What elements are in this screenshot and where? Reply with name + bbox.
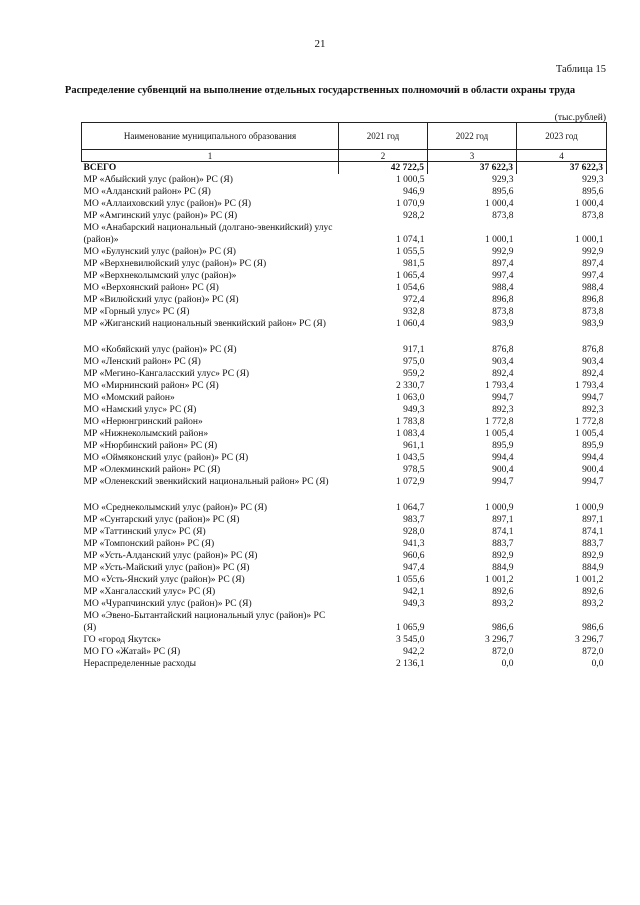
value-2021: 3 545,0 — [396, 635, 425, 645]
table-row — [82, 634, 607, 646]
value-2021: 1 000,5 — [396, 175, 425, 185]
value-2022: 876,8 — [492, 345, 514, 355]
value-2023: 872,0 — [582, 647, 604, 657]
value-2021: 932,8 — [403, 307, 425, 317]
table-row — [82, 306, 607, 318]
table-row — [82, 452, 607, 464]
value-2023: 1 793,4 — [575, 381, 604, 391]
value-2023: 892,4 — [582, 369, 604, 379]
value-2021: 1 064,7 — [396, 503, 425, 513]
value-2023: 873,8 — [582, 307, 604, 317]
value-2021: 978,5 — [403, 465, 425, 475]
table-row — [82, 344, 607, 356]
table-row — [82, 440, 607, 452]
table-row — [82, 598, 607, 610]
table-row — [82, 476, 607, 488]
value-2021: 961,1 — [403, 441, 425, 451]
value-2023: 883,7 — [582, 539, 604, 549]
value-2022: 994,4 — [492, 453, 514, 463]
table-row — [82, 550, 607, 562]
municipality-name: ГО «город Якутск» — [83, 635, 162, 645]
value-2021: 1 043,5 — [396, 453, 425, 463]
value-2022: 1 000,4 — [485, 199, 514, 209]
value-2022: 892,6 — [492, 587, 514, 597]
table-row — [82, 246, 607, 258]
municipality-name: МР «Нижнеколымский район» — [83, 429, 209, 439]
value-2022: 929,3 — [492, 175, 514, 185]
table-row — [82, 464, 607, 476]
value-2023: 900,4 — [582, 465, 604, 475]
table-row — [82, 258, 607, 270]
value-2023: 997,4 — [582, 271, 604, 281]
value-2021: 1 055,5 — [396, 247, 425, 257]
table-row — [82, 380, 607, 392]
value-2021: 1 054,6 — [396, 283, 425, 293]
municipality-name: МР «Нюрбинский район» РС (Я) — [83, 441, 218, 451]
value-2021: 1 783,8 — [396, 417, 425, 427]
value-2021: 1 074,1 — [396, 235, 425, 245]
table-row — [82, 392, 607, 404]
municipality-name: МО «Чурапчинский улус (район)» РС (Я) — [83, 599, 252, 609]
column-index-4: 4 — [517, 150, 607, 162]
municipality-name: МР «Оленекский эвенкийский национальный район» РС (Я) — [83, 477, 329, 487]
value-2022: 874,1 — [492, 527, 514, 537]
municipality-name: МО «Верхоянский район» РС (Я) — [83, 283, 219, 293]
value-2022: 884,9 — [492, 563, 514, 573]
value-2023: 929,3 — [582, 175, 604, 185]
municipality-name: МО «Булунский улус (район)» РС (Я) — [83, 247, 236, 257]
value-2023: 994,4 — [582, 453, 604, 463]
spacer-cell — [82, 488, 339, 502]
municipality-name: ВСЕГО — [83, 163, 117, 173]
value-2023: 37 622,3 — [517, 162, 607, 175]
value-2021: 42 722,5 — [339, 162, 428, 175]
table-row — [82, 210, 607, 222]
table-row — [82, 294, 607, 306]
value-2023: 892,3 — [582, 405, 604, 415]
value-2023: 896,8 — [582, 295, 604, 305]
value-2021: 975,0 — [403, 357, 425, 367]
municipality-name: МР «Горный улус» РС (Я) — [83, 307, 190, 317]
table-header — [82, 123, 607, 162]
value-2023: 897,1 — [582, 515, 604, 525]
spacer-row — [82, 488, 607, 502]
value-2023: 983,9 — [582, 319, 604, 329]
value-2021: 942,2 — [403, 647, 425, 657]
value-2021: 928,2 — [403, 211, 425, 221]
value-2022: 897,4 — [492, 259, 514, 269]
municipality-name: МО «Оймяконский улус (район)» РС (Я) — [83, 453, 249, 463]
value-2022: 0,0 — [501, 659, 514, 669]
spacer-row — [82, 330, 607, 344]
header-2021: 2021 год — [339, 123, 428, 150]
value-2022: 997,4 — [492, 271, 514, 281]
value-2022: 988,4 — [492, 283, 514, 293]
spacer-cell — [517, 330, 607, 344]
table-number: Таблица 15 — [555, 64, 606, 75]
value-2022: 992,9 — [492, 247, 514, 257]
value-2023: 1 005,4 — [575, 429, 604, 439]
value-2021: 2 330,7 — [396, 381, 425, 391]
value-2022: 994,7 — [492, 393, 514, 403]
value-2022: 896,8 — [492, 295, 514, 305]
value-2021: 1 072,9 — [396, 477, 425, 487]
municipality-name: МР «Томпонский район» РС (Я) — [83, 539, 215, 549]
table-row — [82, 282, 607, 294]
table-row — [82, 318, 607, 330]
table-row — [82, 428, 607, 440]
table-row — [82, 356, 607, 368]
value-2022: 1 001,2 — [485, 575, 514, 585]
value-2022: 900,4 — [492, 465, 514, 475]
value-2021: 917,1 — [403, 345, 425, 355]
table-row — [82, 526, 607, 538]
value-2022: 1 000,1 — [485, 235, 514, 245]
value-2023: 874,1 — [582, 527, 604, 537]
value-2022: 1 000,9 — [485, 503, 514, 513]
value-2023: 986,6 — [582, 623, 604, 633]
municipality-name: МО «Мирнинский район» РС (Я) — [83, 381, 219, 391]
table-row — [82, 198, 607, 210]
value-2023: 897,4 — [582, 259, 604, 269]
value-2021: 942,1 — [403, 587, 425, 597]
municipality-name: МР «Верхнеколымский улус (район)» — [83, 271, 237, 281]
value-2023: 903,4 — [582, 357, 604, 367]
municipality-name: МР «Таттинский улус» РС (Я) — [83, 527, 206, 537]
column-index-2: 2 — [339, 150, 428, 162]
value-2023: 895,6 — [582, 187, 604, 197]
value-2022: 872,0 — [492, 647, 514, 657]
municipality-name: МО «Алданский район» РС (Я) — [83, 187, 211, 197]
value-2021: 928,0 — [403, 527, 425, 537]
value-2021: 972,4 — [403, 295, 425, 305]
value-2023: 893,2 — [582, 599, 604, 609]
value-2022: 1 005,4 — [485, 429, 514, 439]
value-2021: 1 070,9 — [396, 199, 425, 209]
value-2021: 959,2 — [403, 369, 425, 379]
value-2023: 1 000,9 — [575, 503, 604, 513]
municipality-name: МО «Усть-Янский улус (район)» РС (Я) — [83, 575, 245, 585]
value-2021: 1 065,4 — [396, 271, 425, 281]
municipality-name: МО «Момский район» — [83, 393, 175, 403]
table-row — [82, 416, 607, 428]
value-2021: 983,7 — [403, 515, 425, 525]
municipality-name: МР «Абыйский улус (район)» РС (Я) — [83, 175, 233, 185]
municipality-name: МО «Аллаиховский улус (район)» РС (Я) — [83, 199, 252, 209]
value-2021: 1 063,0 — [396, 393, 425, 403]
value-2023: 884,9 — [582, 563, 604, 573]
header-municipality: Наименование муниципального образования — [82, 123, 339, 150]
table-row — [82, 574, 607, 586]
column-index-1: 1 — [82, 150, 339, 162]
value-2021: 1 055,6 — [396, 575, 425, 585]
value-2023: 994,7 — [582, 393, 604, 403]
municipality-name: МО ГО «Жатай» РС (Я) — [83, 647, 181, 657]
value-2023: 994,7 — [582, 477, 604, 487]
value-2023: 1 772,8 — [575, 417, 604, 427]
value-2022: 883,7 — [492, 539, 514, 549]
municipality-name: Нераспределенные расходы — [83, 659, 196, 669]
value-2023: 3 296,7 — [575, 635, 604, 645]
value-2021: 1 065,9 — [396, 623, 425, 633]
table-row — [82, 562, 607, 574]
municipality-name: МО «Ленский район» РС (Я) — [83, 357, 201, 367]
table-row — [82, 538, 607, 550]
value-2023: 892,6 — [582, 587, 604, 597]
table-row — [82, 514, 607, 526]
value-2022: 893,2 — [492, 599, 514, 609]
value-2021: 949,3 — [403, 405, 425, 415]
document-title: Распределение субвенций на выполнение отдельных государственных полномочий в области охраны труда — [64, 85, 576, 96]
value-2022: 1 793,4 — [485, 381, 514, 391]
municipality-name: МО «Анабарский национальный (долгано-эвенкийский) улус (район)» — [83, 223, 333, 245]
municipality-name: МО «Эвено-Бытантайский национальный улус (район)» РС (Я) — [83, 611, 326, 633]
value-2023: 895,9 — [582, 441, 604, 451]
value-2022: 903,4 — [492, 357, 514, 367]
value-2022: 873,8 — [492, 211, 514, 221]
value-2022: 986,6 — [492, 623, 514, 633]
table-row — [82, 586, 607, 598]
value-2023: 873,8 — [582, 211, 604, 221]
spacer-cell — [339, 488, 428, 502]
value-2021: 947,4 — [403, 563, 425, 573]
table-row — [82, 404, 607, 416]
municipality-name: МР «Мегино-Кангаласский улус» РС (Я) — [83, 369, 250, 379]
municipality-name: МО «Кобяйский улус (район)» РС (Я) — [83, 345, 237, 355]
table-row — [82, 186, 607, 198]
spacer-cell — [339, 330, 428, 344]
value-2022: 3 296,7 — [485, 635, 514, 645]
value-2022: 897,1 — [492, 515, 514, 525]
value-2022: 892,9 — [492, 551, 514, 561]
value-2021: 941,3 — [403, 539, 425, 549]
value-2023: 988,4 — [582, 283, 604, 293]
value-2022: 983,9 — [492, 319, 514, 329]
table-row — [82, 222, 607, 246]
spacer-cell — [428, 488, 517, 502]
municipality-name: МР «Жиганский национальный эвенкийский район» РС (Я) — [83, 319, 326, 329]
value-2021: 946,9 — [403, 187, 425, 197]
total-row — [82, 162, 607, 175]
table-row — [82, 368, 607, 380]
spacer-cell — [82, 330, 339, 344]
value-2023: 1 000,4 — [575, 199, 604, 209]
municipality-name: МР «Хангаласский улус» РС (Я) — [83, 587, 216, 597]
value-2021: 1 060,4 — [396, 319, 425, 329]
spacer-cell — [428, 330, 517, 344]
header-2023: 2023 год — [517, 123, 607, 150]
municipality-name: МО «Намский улус» РС (Я) — [83, 405, 197, 415]
value-2021: 949,3 — [403, 599, 425, 609]
municipality-name: МР «Вилюйский улус (район)» РС (Я) — [83, 295, 239, 305]
municipality-name: МР «Амгинский улус (район)» РС (Я) — [83, 211, 238, 221]
municipality-name: МО «Нерюнгринский район» — [83, 417, 203, 427]
value-2022: 895,6 — [492, 187, 514, 197]
header-2022: 2022 год — [428, 123, 517, 150]
value-2021: 2 136,1 — [396, 659, 425, 669]
municipality-name: МР «Верхневилюйский улус (район)» РС (Я) — [83, 259, 267, 269]
table-row — [82, 646, 607, 658]
value-2021: 1 083,4 — [396, 429, 425, 439]
units-label: (тыс.рублей) — [554, 113, 606, 123]
value-2022: 873,8 — [492, 307, 514, 317]
value-2022: 1 772,8 — [485, 417, 514, 427]
value-2023: 1 000,1 — [575, 235, 604, 245]
subsidy-table — [81, 122, 607, 670]
spacer-cell — [517, 488, 607, 502]
value-2022: 37 622,3 — [428, 162, 517, 175]
value-2021: 981,5 — [403, 259, 425, 269]
value-2023: 876,8 — [582, 345, 604, 355]
municipality-name: МР «Сунтарский улус (район)» РС (Я) — [83, 515, 240, 525]
page-number: 21 — [314, 38, 326, 50]
table-row — [82, 610, 607, 634]
table-row — [82, 270, 607, 282]
table-body — [82, 162, 607, 671]
table-row — [82, 658, 607, 670]
value-2022: 994,7 — [492, 477, 514, 487]
table-row — [82, 502, 607, 514]
value-2023: 992,9 — [582, 247, 604, 257]
column-index-3: 3 — [428, 150, 517, 162]
value-2023: 0,0 — [591, 659, 604, 669]
municipality-name: МР «Усть-Майский улус (район)» РС (Я) — [83, 563, 250, 573]
value-2022: 892,4 — [492, 369, 514, 379]
value-2021: 960,6 — [403, 551, 425, 561]
value-2023: 1 001,2 — [575, 575, 604, 585]
municipality-name: МО «Среднеколымский улус (район)» РС (Я) — [83, 503, 268, 513]
municipality-name: МР «Олекминский район» РС (Я) — [83, 465, 221, 475]
value-2022: 892,3 — [492, 405, 514, 415]
table-row — [82, 174, 607, 186]
value-2023: 892,9 — [582, 551, 604, 561]
value-2022: 895,9 — [492, 441, 514, 451]
municipality-name: МР «Усть-Алданский улус (район)» РС (Я) — [83, 551, 258, 561]
